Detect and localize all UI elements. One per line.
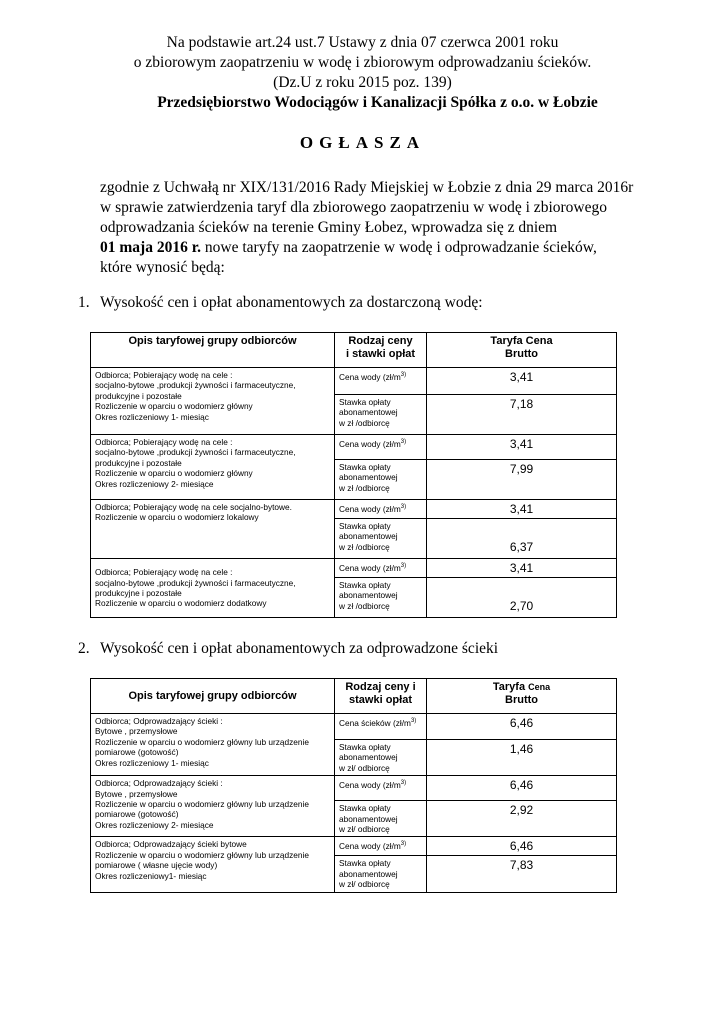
section-2-number: 2. [78,640,90,657]
header-tariff [427,333,617,368]
price-type [335,776,427,801]
desc-line: Odbiorca; Pobierający wodę na cele : [95,370,233,380]
desc-line: Okres rozliczeniowy 2- miesiące [95,478,214,489]
unit-superscript: 3) [410,718,417,724]
unit-superscript: 3) [400,780,407,787]
header-tariff-line-2: Brutto [505,348,538,360]
tariff-value: 1,46 [427,740,617,776]
company-name: Przedsiębiorstwo Wodociągów i Kanalizacji Spółka z o.o. w Łobzie [157,94,598,111]
tariff-value: 6,37 [427,519,617,559]
page-title: OGŁASZA [299,133,426,152]
desc-line: Okres rozliczeniowy1- miesiąc [95,870,207,881]
table-row [91,776,617,801]
price-type [335,801,427,837]
tariff-value: 3,41 [427,500,617,519]
tariff-value: 3,41 [427,435,617,460]
price-type-line: w zł /odbiorcę [339,482,390,493]
table-header-row [91,679,617,714]
desc-line: Odbiorca; Odprowadzający ścieki bytowe [95,839,247,850]
price-type-line: abonamentowej [339,813,398,824]
section-1-title: Wysokość cen i opłat abonamentowych za dostarczoną wodę: [100,294,483,311]
desc-line: Odbiorca; Pobierający wodę na cele : [95,567,233,578]
header-price-type [335,679,427,714]
desc-line: Rozliczenie w oparciu o wodomierz lokalowy [95,512,259,523]
group-description [91,837,335,892]
tariff-value: 3,41 [427,559,617,578]
intro-paragraph [100,178,700,278]
price-type-line: abonamentowej [339,472,398,483]
price-type [335,395,427,435]
tariff-value: 3,41 [427,368,617,395]
desc-line: produkcyjne i pozostałe [95,588,182,598]
header-tariff-line-2: Brutto [505,694,538,706]
table-row [91,714,617,740]
price-type [335,559,427,578]
desc-line: Okres rozliczeniowy 1- miesiąc [95,757,209,768]
header-tariff-line-1: Taryfa Cena [490,335,553,347]
water-tariff-table [90,332,617,618]
header-price-type-line-2: i stawki opłat [345,348,416,360]
legal-basis-line-3: (Dz.U z roku 2015 poz. 139) [273,74,452,91]
desc-line: Rozliczenie w oparciu o wodomierz główny lub urządzenie [95,736,309,747]
tariff-value: 2,92 [427,801,617,837]
group-description [91,368,335,435]
tariff-value: 7,99 [427,460,617,500]
intro-line-2: w sprawie zatwierdzenia taryf dla zbiorowego zaopatrzeniu w wodę i zbiorowego [100,199,607,216]
price-type [335,837,427,856]
price-type [335,460,427,500]
price-type [335,740,427,776]
desc-line: Rozliczenie w oparciu o wodomierz dodatkowy [95,598,267,609]
section-2-title: Wysokość cen i opłat abonamentowych za odprowadzone ścieki [100,640,499,657]
desc-line: pomiarowe ( własne ujęcie wody) [95,860,218,871]
unit-superscript: 3) [400,841,407,848]
sewage-tariff-table [90,678,617,893]
price-type [335,500,427,519]
price-type-line: Stawka opłaty [339,462,391,472]
group-description [91,559,335,618]
tariff-value: 7,18 [427,395,617,435]
price-type-line: abonamentowej [339,868,398,879]
price-type-line: w zł/ odbiorcę [339,824,390,835]
header-tariff-line-1 [431,681,612,694]
group-description [91,776,335,837]
group-description [91,714,335,776]
price-type [335,435,427,460]
desc-line: socjalno-bytowe ,produkcji żywności i farmaceutyczne, [95,380,296,391]
header-group-description: Opis taryfowej grupy odbiorców [91,679,335,714]
desc-line: Rozliczenie w oparciu o wodomierz główny [95,468,253,479]
table-row [91,500,617,519]
price-type [335,578,427,618]
desc-line: Odbiorca; Odprowadzający ścieki : [95,778,223,789]
price-type-line: w zł /odbiorcę [339,541,390,552]
price-type [335,519,427,559]
desc-line: pomiarowe (gotowość) [95,809,179,820]
desc-line: Odbiorca; Pobierający wodę na cele socjalno-bytowe. [95,502,292,512]
price-type-line: Stawka opłaty [339,397,391,407]
table-header-row [91,333,617,368]
table-row [91,368,617,395]
desc-line: socjalno-bytowe ,produkcji żywności i farmaceutyczne, [95,577,296,588]
header-price-type-line-1: Rodzaj ceny i [345,681,416,693]
header-tariff-word: Taryfa [492,681,526,693]
desc-line: Rozliczenie w oparciu o wodomierz główny lub urządzenie [95,849,309,860]
header-group-description: Opis taryfowej grupy odbiorców [91,333,335,368]
desc-line: Okres rozliczeniowy 1- miesiąc [95,411,209,422]
price-type [335,368,427,395]
price-type-label: Cena wody (zł/m [339,503,401,514]
header-price-type-line-1: Rodzaj ceny [348,335,413,347]
price-type-line: Stawka opłaty [339,858,391,869]
intro-line-1: zgodnie z Uchwałą nr XIX/131/2016 Rady Miejskiej w Łobzie z dnia 29 marca 2016r [100,179,634,196]
price-type-label: Cena wody (zł/m [339,371,401,382]
desc-line: Rozliczenie w oparciu o wodomierz główny lub urządzenie [95,799,309,810]
price-type-line: w zł/ odbiorcę [339,762,390,773]
desc-line: Odbiorca; Odprowadzający ścieki : [95,716,223,726]
price-type-line: w zł /odbiorcę [339,600,390,611]
tariff-value: 7,83 [427,856,617,892]
price-type-line: w zł /odbiorcę [339,417,390,428]
price-type-label: Cena wody (zł/m [339,562,401,573]
group-description [91,435,335,500]
unit-superscript: 3) [400,372,407,378]
price-type [335,856,427,892]
tariff-value: 6,46 [427,837,617,856]
desc-line: Okres rozliczeniowy 2- miesiące [95,819,214,830]
desc-line: pomiarowe (gotowość) [95,747,179,758]
table-row [91,435,617,460]
price-type-line: w zł/ odbiorcę [339,879,390,890]
desc-line: produkcyjne i pozostałe [95,457,182,468]
section-1-number: 1. [78,294,90,311]
header-price-type [335,333,427,368]
price-type-label: Cena ścieków (zł/m [339,717,411,728]
desc-line: Bytowe , przemysłowe [95,726,178,737]
legal-basis-line-1: Na podstawie art.24 ust.7 Ustawy z dnia 07 czerwca 2001 roku [166,34,559,51]
table-row [91,837,617,856]
table-row [91,559,617,578]
header-price-type-line-2: stawki opłat [349,694,412,706]
tariff-value: 6,46 [427,776,617,801]
tariff-value: 2,70 [427,578,617,618]
price-type-line: abonamentowej [339,531,398,542]
group-description [91,500,335,559]
intro-line-4 [100,238,700,258]
price-type-line: Stawka opłaty [339,521,391,531]
price-type-line: abonamentowej [339,590,398,601]
header-tariff-small: Cena [528,682,551,692]
unit-superscript: 3) [400,563,407,569]
desc-line: produkcyjne i pozostałe [95,390,182,401]
intro-line-5: które wynosić będą: [100,259,225,276]
unit-superscript: 3) [400,439,407,445]
desc-line: Odbiorca; Pobierający wodę na cele : [95,437,233,447]
price-type-line: abonamentowej [339,752,398,763]
desc-line: Rozliczenie w oparciu o wodomierz główny [95,401,253,412]
price-type-line: Stawka opłaty [339,803,391,814]
document-header [0,33,725,113]
legal-basis-line-2: o zbiorowym zaopatrzeniu w wodę i zbiorowym odprowadzaniu ścieków. [133,54,592,71]
price-type-line: Stawka opłaty [339,742,391,752]
price-type-label: Cena wody (zł/m [339,779,401,790]
tariff-value: 6,46 [427,714,617,740]
header-tariff [427,679,617,714]
desc-line: Bytowe , przemysłowe [95,788,178,799]
price-type-label: Cena wody (zł/m [339,841,401,852]
unit-superscript: 3) [400,504,407,510]
desc-line: socjalno-bytowe ,produkcji żywności i farmaceutyczne, [95,447,296,458]
section-1-heading [78,294,483,312]
price-type-line: Stawka opłaty [339,580,391,590]
price-type-label: Cena wody (zł/m [339,438,401,449]
effective-date: 01 maja 2016 r. [100,239,202,256]
section-2-heading [78,640,498,658]
price-type-line: abonamentowej [339,407,398,418]
price-type [335,714,427,740]
intro-line-3: odprowadzania ścieków na terenie Gminy Łobez, wprowadza się z dniem [100,219,558,236]
intro-line-4-rest: nowe taryfy na zaopatrzenie w wodę i odprowadzanie ścieków, [201,239,597,256]
